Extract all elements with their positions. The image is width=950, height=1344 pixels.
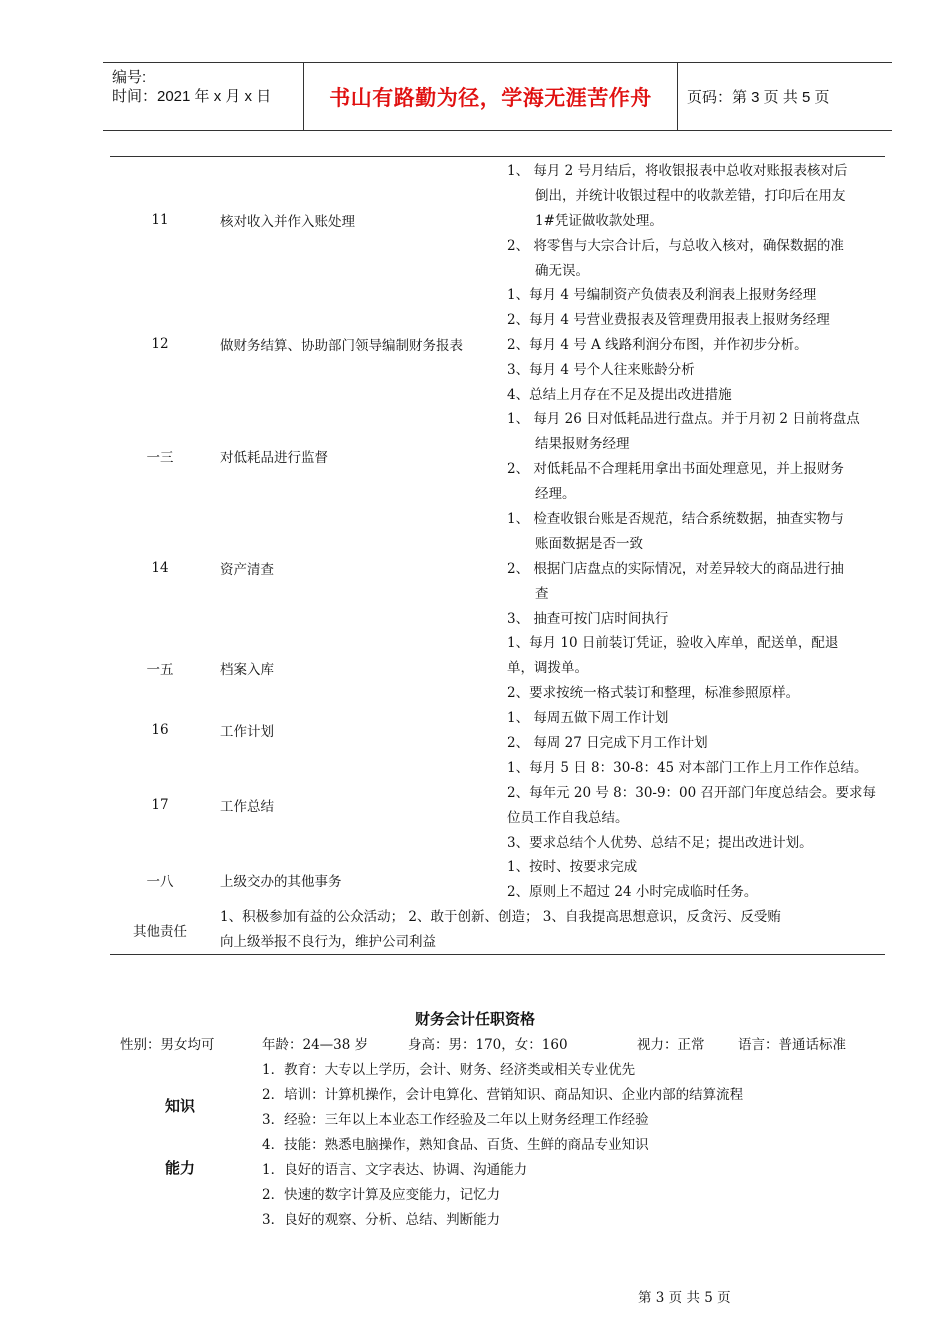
ability-item: 3．良好的观察、分析、总结、判断能力 [262, 1212, 501, 1228]
page-header [103, 62, 892, 131]
duty-number: 16 [151, 722, 169, 738]
duty-number: 一三 [146, 450, 174, 466]
duty-detail-line: 2、 根据门店盘点的实际情况，对差异较大的商品进行抽 [507, 561, 844, 577]
duty-detail-line: 结果报财务经理 [535, 436, 630, 452]
height-requirement: 身高：男：170，女：160 [408, 1037, 568, 1053]
other-responsibilities-label: 其他责任 [133, 924, 187, 940]
duty-number: 一五 [146, 662, 174, 678]
duty-number: 一八 [146, 874, 174, 890]
gender-requirement: 性别：男女均可 [120, 1037, 215, 1053]
duty-detail-line: 账面数据是否一致 [535, 536, 643, 552]
duty-detail-line: 单，调拨单。 [507, 660, 588, 676]
duty-detail-line: 4、总结上月存在不足及提出改进措施 [507, 387, 732, 403]
ability-item: 2．快速的数字计算及应变能力，记忆力 [262, 1187, 501, 1203]
duty-detail-line: 2、每年元 20 号 8：30-9：00 召开部门年度总结会。要求每 [507, 785, 877, 801]
age-requirement: 年龄：24—38 岁 [262, 1037, 369, 1053]
duty-detail-line: 查 [535, 586, 549, 602]
language-requirement: 语言：普通话标准 [738, 1037, 846, 1053]
duty-detail-line: 1、 检查收银台账是否规范，结合系统数据，抽查实物与 [507, 511, 844, 527]
document-number: 编号: [112, 69, 147, 86]
knowledge-item: 1．教育：大专以上学历，会计、财务、经济类或相关专业优先 [262, 1062, 636, 1078]
qualification-title: 财务会计任职资格 [414, 1010, 535, 1028]
duty-task: 对低耗品进行监督 [220, 450, 328, 466]
knowledge-item: 3．经验：三年以上本业态工作经验及二年以上财务经理工作经验 [262, 1112, 649, 1128]
duty-detail-line: 1、每月 10 日前装订凭证，验收入库单，配送单，配退 [507, 635, 839, 651]
duty-detail-line: 2、 对低耗品不合理耗用拿出书面处理意见，并上报财务 [507, 461, 844, 477]
duty-detail-line: 1、 每周五做下周工作计划 [507, 710, 669, 726]
knowledge-item: 4．技能：熟悉电脑操作，熟知食品、百货、生鲜的商品专业知识 [262, 1137, 649, 1153]
duty-task: 做财务结算、协助部门领导编制财务报表 [220, 338, 463, 354]
duty-detail-line: 2、每月 4 号 A 线路利润分布图，并作初步分析。 [507, 337, 808, 353]
knowledge-item: 2．培训：计算机操作，会计电算化、营销知识、商品知识、企业内部的结算流程 [262, 1087, 744, 1103]
other-responsibilities-row [110, 907, 885, 953]
duty-task: 档案入库 [220, 662, 274, 678]
duty-number: 12 [151, 336, 169, 352]
header-motto-cell [304, 63, 678, 130]
duty-detail-line: 1、 每月 26 日对低耗品进行盘点。并于月初 2 日前将盘点 [507, 411, 860, 427]
duty-detail-line: 3、 抽查可按门店时间执行 [507, 611, 669, 627]
duty-table [110, 156, 885, 955]
duty-task: 工作总结 [220, 799, 274, 815]
ability-item: 1．良好的语言、文字表达、协调、沟通能力 [262, 1162, 528, 1178]
page-footer: 第 3 页 共 5 页 [638, 1290, 731, 1306]
duty-detail-line: 1、 每月 2 号月结后，将收银报表中总收对账报表核对后 [507, 163, 848, 179]
duty-task: 核对收入并作入账处理 [220, 214, 355, 230]
motto: 书山有路勤为径，学海无涯苦作舟 [329, 86, 652, 110]
duty-detail-line: 位员工作自我总结。 [507, 810, 629, 826]
duty-number: 17 [151, 797, 169, 813]
duty-task: 资产清查 [220, 562, 274, 578]
duty-number: 11 [151, 212, 169, 228]
document-time: 时间：2021 年 x 月 x 日 [112, 88, 272, 105]
duty-detail-line: 2、 每周 27 日完成下月工作计划 [507, 735, 708, 751]
duty-detail-line: 倒出，并统计收银过程中的收款差错，打印后在用友 [535, 188, 846, 204]
duty-task: 工作计划 [220, 724, 274, 740]
duty-detail-line: 3、每月 4 号个人往来账龄分析 [507, 362, 695, 378]
other-responsibilities-line: 向上级举报不良行为，维护公司利益 [220, 934, 436, 950]
duty-detail-line: 1、按时、按要求完成 [507, 859, 638, 875]
duty-detail-line: 1、每月 5 日 8：30-8：45 对本部门工作上月工作作总结。 [507, 760, 868, 776]
duty-detail-line: 2、 将零售与大宗合计后，与总收入核对，确保数据的准 [507, 238, 844, 254]
ability-heading: 能力 [165, 1159, 196, 1177]
duty-task: 上级交办的其他事务 [220, 874, 342, 890]
duty-detail-line: 1、每月 4 号编制资产负债表及利润表上报财务经理 [507, 287, 817, 303]
duty-detail-line: 1#凭证做收款处理。 [535, 213, 663, 229]
duty-detail-line: 3、要求总结个人优势、总结不足；提出改进计划。 [507, 835, 813, 851]
duty-detail-line: 2、要求按统一格式装订和整理，标准参照原样。 [507, 685, 800, 701]
vision-requirement: 视力：正常 [637, 1037, 705, 1053]
duty-detail-line: 经理。 [535, 486, 576, 502]
page-indicator: 页码：第 3 页 共 5 页 [687, 89, 830, 106]
duty-number: 14 [151, 560, 169, 576]
duty-detail-line: 确无误。 [535, 263, 589, 279]
header-page-cell [678, 63, 892, 130]
duty-detail-line: 2、每月 4 号营业费报表及管理费用报表上报财务经理 [507, 312, 830, 328]
knowledge-heading: 知识 [165, 1097, 196, 1115]
duty-detail-line: 2、原则上不超过 24 小时完成临时任务。 [507, 884, 758, 900]
header-meta-cell [103, 63, 304, 130]
other-responsibilities-line: 1、积极参加有益的公众活动； 2、敢于创新、创造； 3、自我提高思想意识，反贪污、反受贿 [220, 909, 781, 925]
